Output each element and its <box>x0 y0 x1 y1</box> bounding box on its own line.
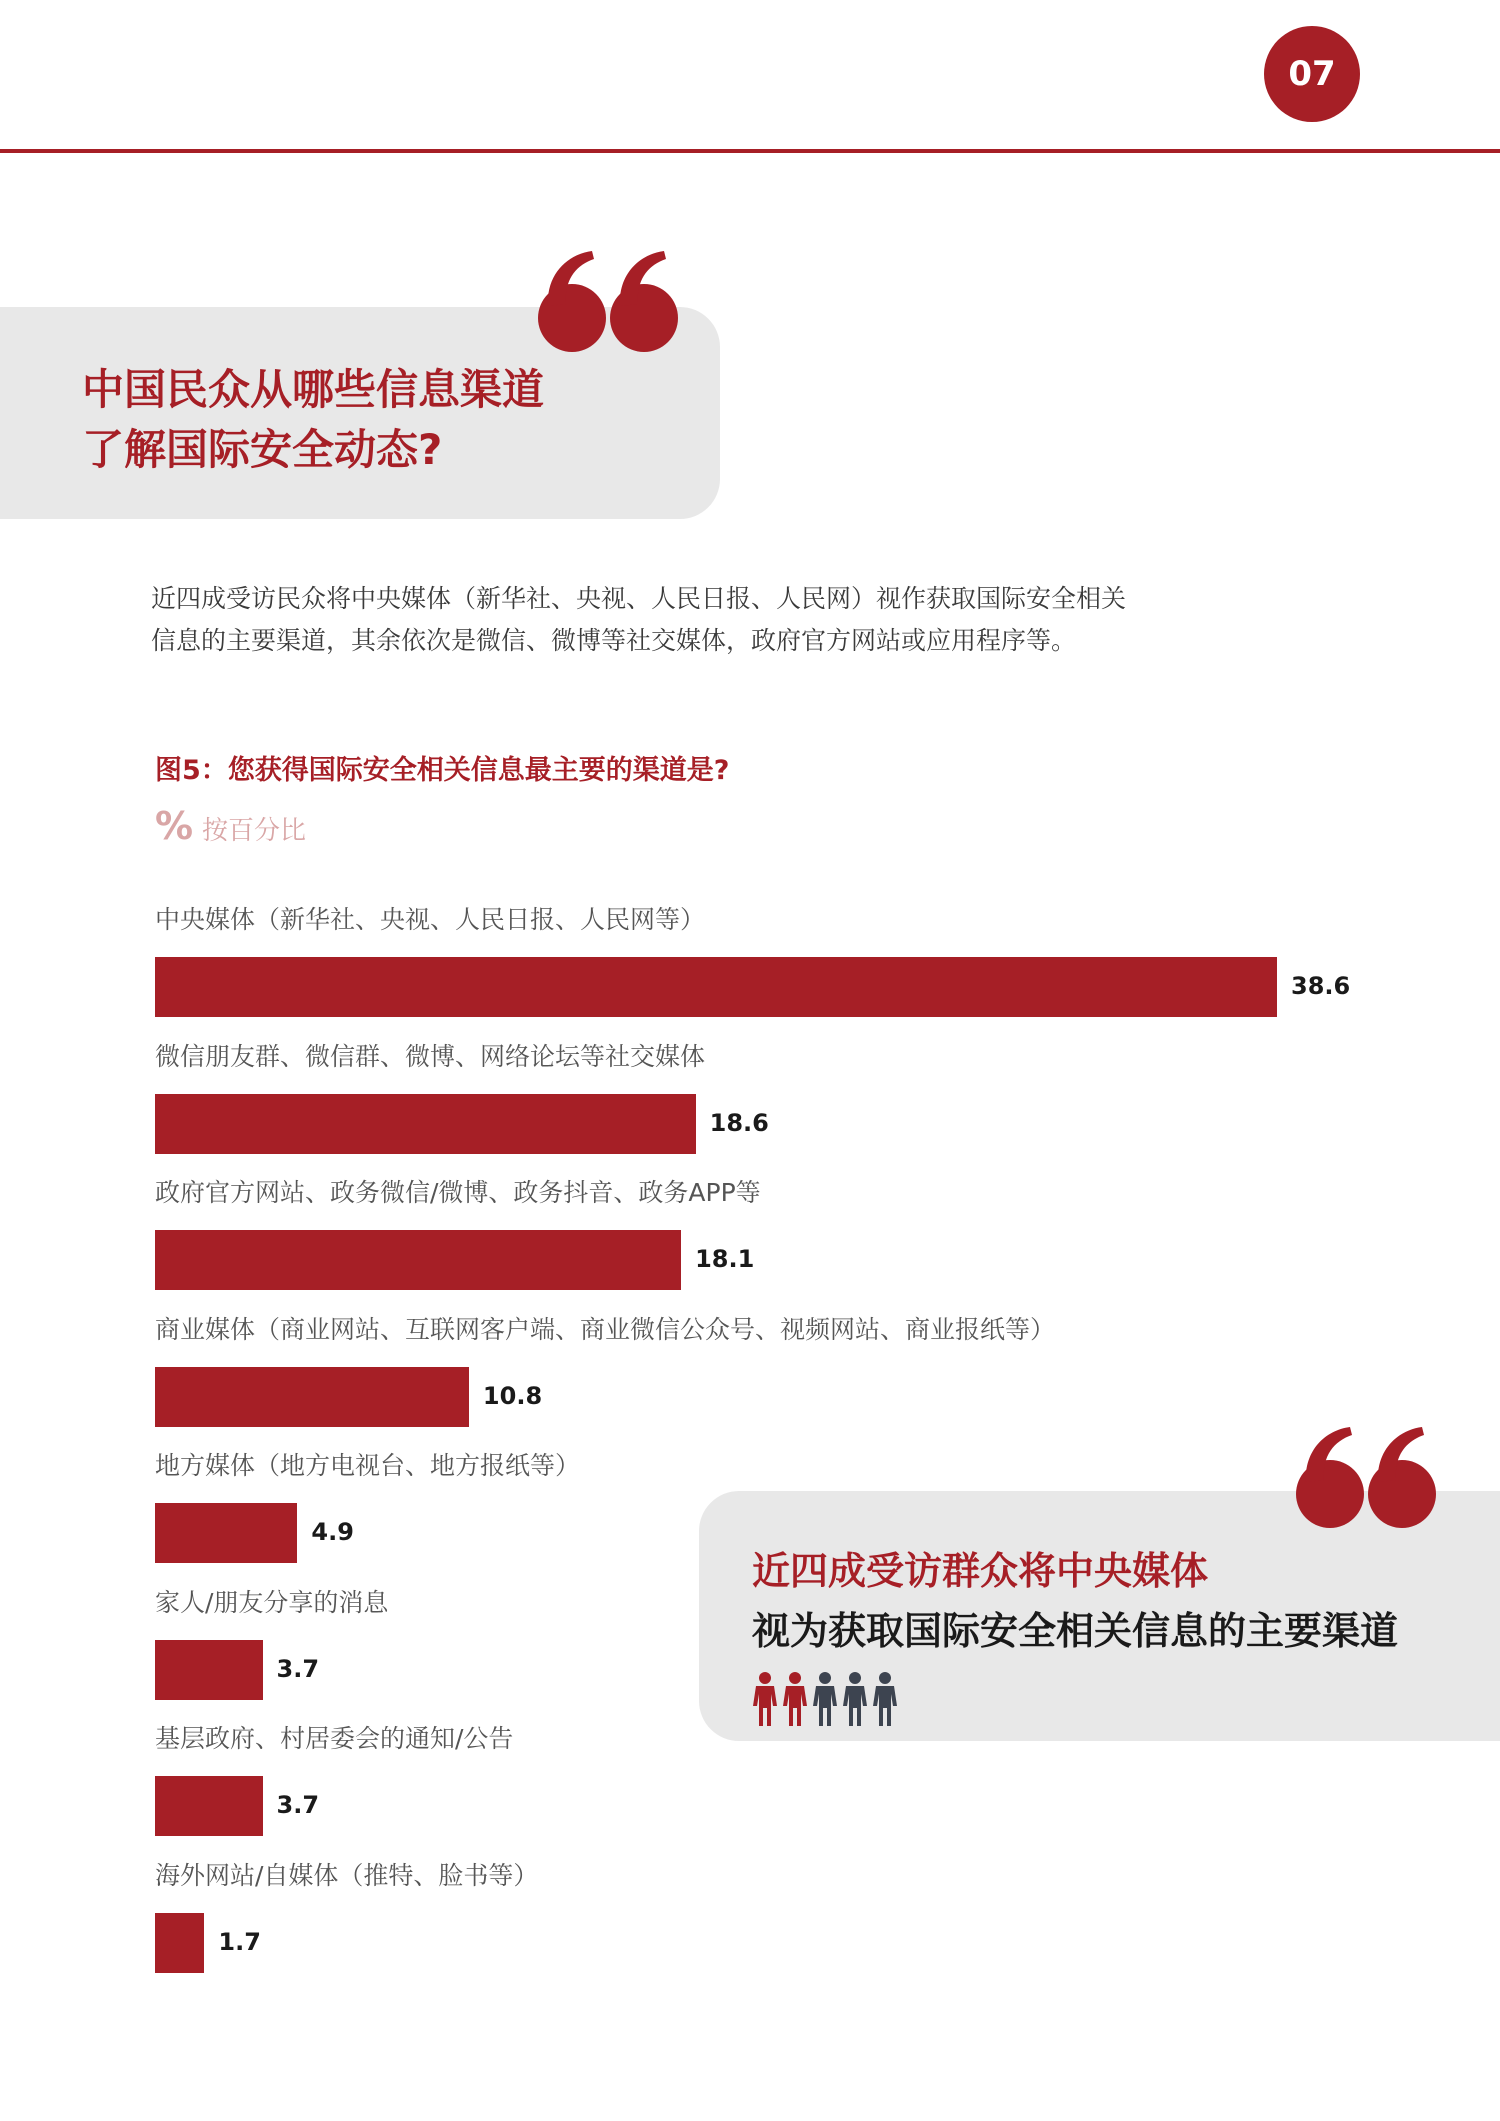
bar-value-label: 18.1 <box>695 1245 755 1273</box>
bar-value-label: 3.7 <box>276 1791 320 1819</box>
bar-value-label: 4.9 <box>311 1518 354 1546</box>
bar-value-label: 1.7 <box>218 1927 261 1956</box>
bar-label: 海外网站/自媒体（推特、脸书等） <box>155 1860 539 1890</box>
quote-mark-icon <box>1292 1424 1442 1530</box>
bar-value-label: 38.6 <box>1291 972 1351 1000</box>
bar <box>155 1776 263 1836</box>
bar-label: 基层政府、村居委会的通知/公告 <box>155 1724 514 1753</box>
intro-line1: 近四成受访民众将中央媒体（新华社、央视、人民日报、人民网）视作获取国际安全相关 <box>151 584 1127 613</box>
callout-text: 视为获取国际安全相关信息的主要渠道 <box>752 1609 1399 1653</box>
people-icon <box>753 1672 777 1726</box>
bar-value-label: 18.6 <box>709 1108 769 1137</box>
bar-label: 政府官方网站、政务微信/微博、政务抖音、政务APP等 <box>155 1178 761 1207</box>
header-rule <box>0 149 1500 153</box>
bar <box>155 1230 681 1290</box>
bar <box>155 1503 297 1563</box>
bar <box>155 1367 469 1427</box>
section-title-line1: 中国民众从哪些信息渠道 <box>82 365 545 414</box>
intro-paragraph <box>151 578 1311 662</box>
bar-value-label: 10.8 <box>482 1381 543 1410</box>
bar-label: 地方媒体（地方电视台、地方报纸等） <box>155 1451 581 1480</box>
bar <box>155 957 1277 1017</box>
people-icon-row <box>752 1672 912 1728</box>
section-title <box>82 360 702 480</box>
bar <box>155 1094 696 1154</box>
bar-label: 家人/朋友分享的消息 <box>155 1587 389 1617</box>
figure-title: 图5：您获得国际安全相关信息最主要的渠道是? <box>155 755 730 786</box>
bar-label: 微信朋友群、微信群、微博、网络论坛等社交媒体 <box>155 1041 706 1071</box>
section-title-line2: 了解国际安全动态? <box>82 425 443 474</box>
intro-line2: 信息的主要渠道，其余依次是微信、微博等社交媒体，政府官方网站或应用程序等。 <box>151 626 1077 655</box>
percent-icon: % <box>155 804 194 848</box>
people-icon <box>813 1672 837 1726</box>
bar-label: 中央媒体（新华社、央视、人民日报、人民网等） <box>155 905 706 934</box>
people-icon <box>873 1672 897 1726</box>
bar-value-label: 3.7 <box>276 1654 320 1683</box>
figure-unit: 按百分比 <box>202 816 307 846</box>
page-number: 07 <box>1264 26 1360 122</box>
quote-mark-icon <box>534 248 684 354</box>
people-icon <box>843 1672 867 1726</box>
people-icon <box>783 1672 807 1726</box>
bar-label: 商业媒体（商业网站、互联网客户端、商业微信公众号、视频网站、商业报纸等） <box>155 1314 1056 1344</box>
bar <box>155 1640 263 1700</box>
bar <box>155 1913 204 1973</box>
callout-highlight: 近四成受访群众将中央媒体 <box>752 1549 1209 1593</box>
